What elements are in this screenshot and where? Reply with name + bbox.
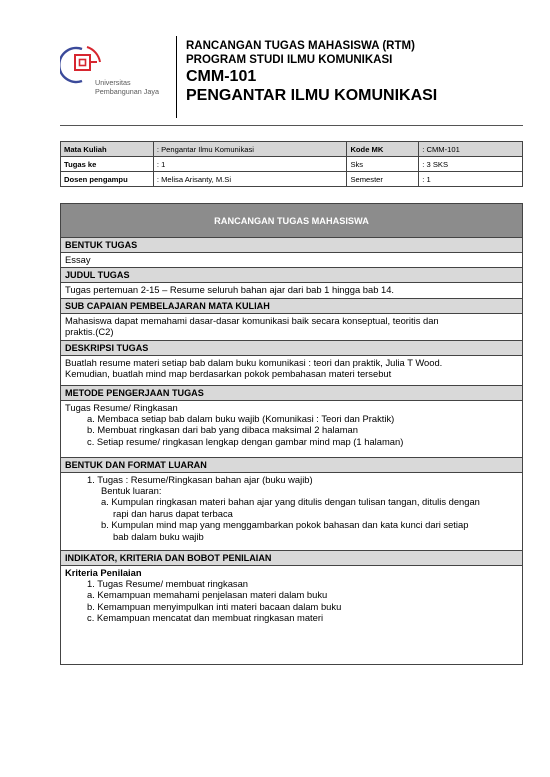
mata-kuliah-label: Mata Kuliah: [61, 142, 154, 157]
list-item: a. Kemampuan memahami penjelasan materi dalam buku: [87, 589, 328, 601]
rtm-banner: RANCANGAN TUGAS MAHASISWA: [61, 204, 522, 238]
dosen-label: Dosen pengampu: [61, 172, 154, 187]
header-rule: [60, 125, 523, 126]
course-info-table: [60, 141, 523, 187]
tugas-ke-value: : 1: [153, 157, 347, 172]
list-item: a. Kumpulan ringkasan materi bahan ajar yang ditulis dengan tulisan tangan, ditulis dengan: [101, 496, 480, 508]
list-item: c. Setiap resume/ ringkasan lengkap dengan gambar mind map (1 halaman): [87, 435, 404, 447]
text-line: bab dalam buku wajib: [113, 530, 204, 542]
mata-kuliah-value: : Pengantar Ilmu Komunikasi: [153, 142, 347, 157]
list-item: 1. Tugas : Resume/Ringkasan bahan ajar (buku wajib): [87, 473, 313, 485]
semester-label: Semester: [347, 172, 419, 187]
list-item: c. Kemampuan mencatat dan membuat ringkasan materi: [87, 612, 324, 624]
logo-line2: Pembangunan Jaya: [95, 87, 159, 96]
info-row: [61, 157, 523, 172]
header-divider: [176, 36, 177, 118]
section-body-bentuk-format: [61, 473, 522, 551]
logo-line1: Universitas: [95, 78, 131, 87]
section-body-metode: [61, 401, 522, 458]
semester-value: : 1: [419, 172, 523, 187]
list-item: b. Kemampuan menyimpulkan inti materi bacaan dalam buku: [87, 600, 342, 612]
text-line: praktis.(C2): [65, 326, 114, 338]
sks-value: : 3 SKS: [419, 157, 523, 172]
kode-mk-value: : CMM-101: [419, 142, 523, 157]
university-logo: [60, 40, 170, 110]
section-body-deskripsi: [61, 356, 522, 386]
section-heading-bentuk-tugas: BENTUK TUGAS: [61, 238, 522, 253]
text-line: Tugas Resume/ Ringkasan: [65, 401, 178, 413]
tugas-ke-label: Tugas ke: [61, 157, 154, 172]
rtm-table: [60, 203, 523, 665]
section-heading-sub-capaian: SUB CAPAIAN PEMBELAJARAN MATA KULIAH: [61, 299, 522, 314]
text-line: rapi dan harus dapat terbaca: [113, 507, 233, 519]
section-heading-metode: METODE PENGERJAAN TUGAS: [61, 386, 522, 401]
section-heading-deskripsi: DESKRIPSI TUGAS: [61, 341, 522, 356]
section-body-indikator: [61, 566, 522, 664]
kode-mk-label: Kode MK: [347, 142, 419, 157]
list-item: b. Membuat ringkasan dari bab yang dibaca maksimal 2 halaman: [87, 424, 358, 436]
section-heading-indikator: INDIKATOR, KRITERIA DAN BOBOT PENILAIAN: [61, 551, 522, 566]
info-row: [61, 172, 523, 187]
logo-text: [95, 78, 159, 96]
text-line: Mahasiswa dapat memahami dasar-dasar komunikasi baik secara konseptual, teoritis dan: [65, 314, 439, 326]
list-item: a. Membaca setiap bab dalam buku wajib (Komunikasi : Teori dan Praktik): [87, 413, 395, 425]
dosen-value: : Melisa Arisanty, M.Si: [153, 172, 347, 187]
section-heading-bentuk-format: BENTUK DAN FORMAT LUARAN: [61, 458, 522, 473]
sks-label: Sks: [347, 157, 419, 172]
program-name: PROGRAM STUDI ILMU KOMUNIKASI: [186, 54, 393, 66]
section-heading-judul-tugas: JUDUL TUGAS: [61, 268, 522, 283]
list-item: b. Kumpulan mind map yang menggambarkan pokok bahasan dan kata kunci dari setiap: [101, 519, 469, 531]
text-line: Bentuk luaran:: [101, 485, 162, 497]
section-body-sub-capaian: [61, 314, 522, 341]
course-code: CMM-101: [186, 68, 257, 85]
course-title: PENGANTAR ILMU KOMUNIKASI: [186, 87, 438, 104]
doc-title: RANCANGAN TUGAS MAHASISWA (RTM): [186, 40, 415, 52]
section-body-judul-tugas: Tugas pertemuan 2-15 – Resume seluruh bahan ajar dari bab 1 hingga bab 14.: [61, 283, 522, 298]
info-row: [61, 142, 523, 157]
criteria-title: Kriteria Penilaian: [65, 566, 142, 578]
list-item: 1. Tugas Resume/ membuat ringkasan: [87, 578, 249, 590]
text-line: Kemudian, buatlah mind map berdasarkan pokok pembahasan materi tersebut: [65, 368, 392, 380]
section-body-bentuk-tugas: Essay: [61, 253, 522, 268]
text-line: Buatlah resume materi setiap bab dalam buku komunikasi : teori dan praktik, Julia T Wood.: [65, 356, 443, 368]
